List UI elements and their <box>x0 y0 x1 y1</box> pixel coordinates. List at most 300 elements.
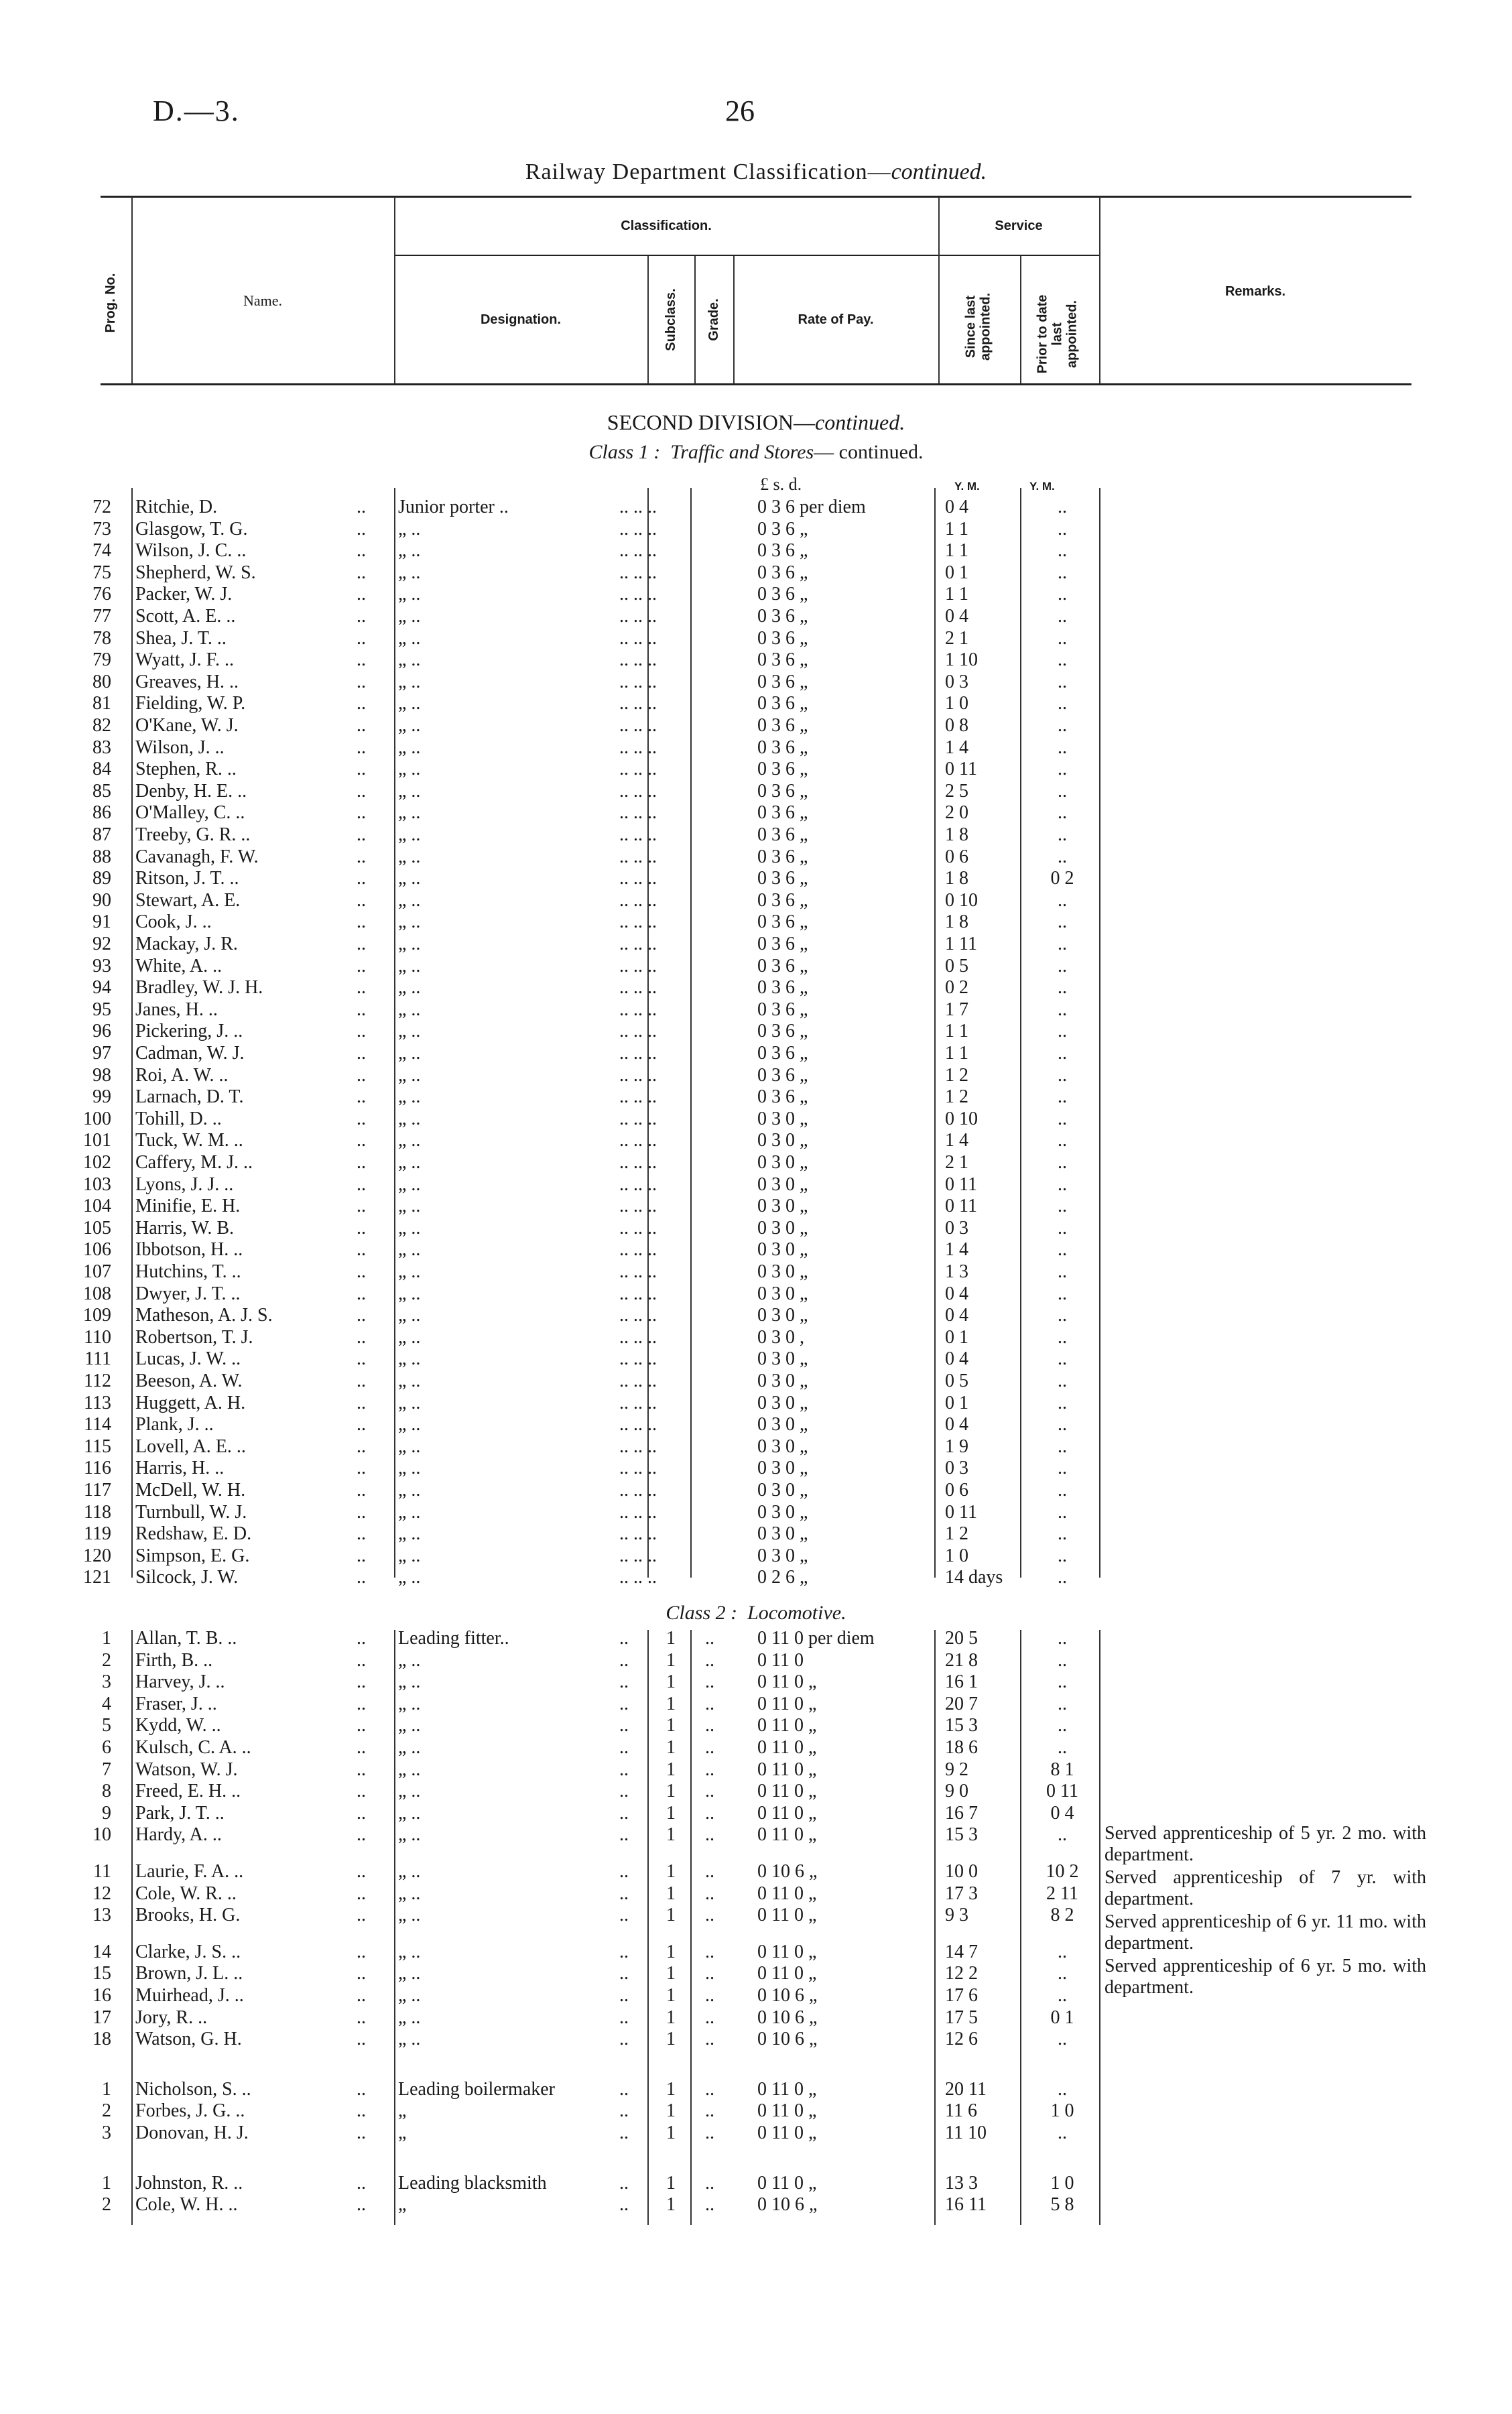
leader-dots: .. <box>357 2007 366 2028</box>
leader-dots: .. .. .. <box>619 1567 657 1588</box>
rate-of-pay: 0 3 0 „ <box>757 1173 808 1195</box>
employee-name: Bradley, W. J. H. <box>135 977 263 999</box>
leader-dots: .. <box>357 1371 366 1391</box>
leader-dots: .. .. .. <box>619 1523 657 1545</box>
since-header-text: Since last appointed. <box>963 292 993 361</box>
service-prior: .. <box>1058 1196 1067 1217</box>
employee-name: McDell, W. H. <box>135 1480 246 1501</box>
leader-dots: .. <box>357 715 366 736</box>
leader-dots: .. <box>619 1759 629 1780</box>
employee-name: Wilson, J. .. <box>135 737 225 758</box>
table-row <box>0 627 1512 649</box>
grade: .. <box>705 2100 714 2122</box>
table-row <box>0 737 1512 759</box>
service-prior: 8 2 <box>1050 1905 1074 1926</box>
service-since: 14 days <box>945 1567 1003 1588</box>
service-prior: .. <box>1058 1043 1067 1064</box>
grade: .. <box>705 1781 714 1802</box>
designation: „ .. <box>398 1567 421 1588</box>
designation: „ .. <box>398 1861 421 1882</box>
rate-of-pay: 0 11 0 „ <box>757 1781 817 1802</box>
service-prior: .. <box>1058 846 1067 867</box>
service-since: 0 1 <box>945 1392 968 1413</box>
prog-no: 72 <box>92 497 111 517</box>
service-prior: .. <box>1058 824 1067 845</box>
rate-of-pay: 0 3 6 „ <box>757 693 808 714</box>
leader-dots: .. .. .. <box>619 759 657 780</box>
employee-name: Lyons, J. J. .. <box>135 1173 234 1195</box>
service-prior: .. <box>1058 1239 1067 1261</box>
leader-dots: .. <box>357 759 366 780</box>
designation: „ .. <box>398 1436 421 1457</box>
prog-no: 17 <box>92 2007 111 2028</box>
service-prior: .. <box>1058 627 1067 649</box>
table-row <box>0 1714 1512 1736</box>
employee-name: Cole, W. R. .. <box>135 1883 237 1904</box>
leader-dots: .. <box>357 1436 366 1457</box>
grade: .. <box>705 2007 714 2028</box>
prog-no: 99 <box>92 1086 111 1108</box>
designation: „ .. <box>398 1217 421 1238</box>
table-row <box>0 496 1512 518</box>
service-prior: .. <box>1058 693 1067 714</box>
table-row <box>0 889 1512 911</box>
service-prior: .. <box>1058 889 1067 911</box>
service-prior: .. <box>1058 1217 1067 1238</box>
designation: „ .. <box>398 1152 421 1173</box>
table-row <box>0 1413 1512 1436</box>
subclass: 1 <box>666 2100 676 2122</box>
employee-name: Laurie, F. A. .. <box>135 1861 244 1882</box>
service-since: 14 7 <box>945 1941 978 1962</box>
table-row <box>0 955 1512 977</box>
rate-of-pay: 0 3 0 „ <box>757 1458 808 1479</box>
rate-of-pay: 0 3 0 „ <box>757 1371 808 1391</box>
designation: „ .. <box>398 1305 421 1326</box>
subclass: 1 <box>666 1693 676 1714</box>
prog-no: 112 <box>84 1371 111 1391</box>
service-since: 1 9 <box>945 1436 968 1457</box>
service-prior: .. <box>1058 2029 1067 2050</box>
prog-no: 14 <box>92 1941 111 1962</box>
service-since: 1 7 <box>945 999 968 1020</box>
subclass: 1 <box>666 2122 676 2143</box>
employee-name: Glasgow, T. G. <box>135 518 248 539</box>
rate-of-pay: 0 3 0 „ <box>757 1283 808 1304</box>
service-since: 0 3 <box>945 671 968 692</box>
service-prior: .. <box>1058 2078 1067 2100</box>
employee-name: Wyatt, J. F. .. <box>135 649 234 671</box>
rate-of-pay: 0 3 6 „ <box>757 518 808 539</box>
prog-no-header: Prog. No. <box>103 273 118 333</box>
employee-name: Caffery, M. J. .. <box>135 1152 253 1173</box>
subclass: 1 <box>666 2194 676 2216</box>
rate-of-pay: 0 11 0 „ <box>757 1883 817 1904</box>
designation: „ <box>398 2194 407 2216</box>
rate-of-pay: 0 10 6 „ <box>757 1985 818 2006</box>
prog-no: 8 <box>102 1781 111 1802</box>
prog-no: 81 <box>92 693 111 714</box>
service-prior: .. <box>1058 562 1067 583</box>
designation: „ .. <box>398 518 421 539</box>
subclass: 1 <box>666 1963 676 1984</box>
prog-no: 3 <box>102 2122 111 2143</box>
service-prior: .. <box>1058 737 1067 758</box>
rate-of-pay: 0 3 6 „ <box>757 540 808 562</box>
service-prior: .. <box>1058 1152 1067 1173</box>
table-row <box>0 649 1512 671</box>
service-since: 0 4 <box>945 1283 968 1304</box>
prog-no: 83 <box>92 737 111 758</box>
service-since: 20 11 <box>945 2078 987 2100</box>
leader-dots: .. <box>357 1326 366 1348</box>
page-title <box>0 160 1512 185</box>
leader-dots: .. <box>619 1802 629 1824</box>
service-since: 0 4 <box>945 497 968 517</box>
leader-dots: .. <box>357 1693 366 1714</box>
leader-dots: .. <box>357 1217 366 1238</box>
leader-dots: .. <box>357 693 366 714</box>
subclass: 1 <box>666 2007 676 2028</box>
leader-dots: .. <box>357 1196 366 1217</box>
prog-no: 113 <box>84 1392 111 1413</box>
service-since: 0 5 <box>945 955 968 976</box>
rate-of-pay: 0 3 6 „ <box>757 889 808 911</box>
service-since: 1 4 <box>945 737 968 758</box>
leader-dots: .. .. .. <box>619 627 657 649</box>
designation: „ <box>398 2100 407 2122</box>
rate-of-pay: 0 3 0 „ <box>757 1239 808 1261</box>
rate-of-pay: 0 3 0 „ <box>757 1196 808 1217</box>
leader-dots: .. <box>357 999 366 1020</box>
prog-no: 84 <box>92 759 111 780</box>
leader-dots: .. <box>357 1545 366 1566</box>
leader-dots: .. <box>357 802 366 824</box>
table-row <box>0 1173 1512 1196</box>
service-since: 0 11 <box>945 1173 977 1195</box>
grade: .. <box>705 2172 714 2194</box>
rate-of-pay: 0 3 6 „ <box>757 934 808 954</box>
header-bottom-rule <box>101 383 1411 385</box>
service-since: 13 3 <box>945 2172 978 2194</box>
table-row <box>0 1304 1512 1326</box>
table-row <box>0 1479 1512 1501</box>
service-prior: .. <box>1058 1824 1067 1846</box>
service-prior: .. <box>1058 780 1067 802</box>
rate-of-pay: 0 3 6 „ <box>757 780 808 802</box>
prog-no: 106 <box>83 1239 111 1261</box>
table-row <box>0 1129 1512 1151</box>
employee-name: Ritson, J. T. .. <box>135 868 239 889</box>
designation: „ <box>398 2122 407 2143</box>
employee-name: O'Malley, C. .. <box>135 802 245 824</box>
subclass: 1 <box>666 1715 676 1736</box>
rate-of-pay: 0 3 6 „ <box>757 911 808 933</box>
table-row <box>0 780 1512 802</box>
service-since: 11 10 <box>945 2122 987 2143</box>
leader-dots: .. <box>357 606 366 627</box>
service-prior: .. <box>1058 1523 1067 1545</box>
subclass: 1 <box>666 1802 676 1824</box>
leader-dots: .. .. .. <box>619 1348 657 1370</box>
leader-dots: .. .. .. <box>619 737 657 758</box>
service-prior: 8 1 <box>1050 1759 1074 1780</box>
employee-name: Shea, J. T. .. <box>135 627 227 649</box>
service-since: 0 4 <box>945 1348 968 1370</box>
grade: .. <box>705 1963 714 1984</box>
service-prior: .. <box>1058 1436 1067 1457</box>
service-since: 2 1 <box>945 1152 968 1173</box>
prog-no: 107 <box>83 1261 111 1282</box>
table-row <box>0 1326 1512 1348</box>
service-since: 1 1 <box>945 1043 968 1064</box>
prog-no: 7 <box>102 1759 111 1780</box>
table-row <box>0 2172 1512 2194</box>
service-since: 0 11 <box>945 1501 977 1523</box>
grade: .. <box>705 2122 714 2143</box>
rate-of-pay: 0 3 6 „ <box>757 1086 808 1108</box>
service-prior: .. <box>1058 649 1067 671</box>
leader-dots: .. .. .. <box>619 780 657 802</box>
leader-dots: .. <box>357 2194 366 2216</box>
leader-dots: .. .. .. <box>619 1326 657 1348</box>
leader-dots: .. .. .. <box>619 889 657 911</box>
remark-laurie: Served apprenticeship of 7 yr. with department. <box>1105 1867 1426 1909</box>
leader-dots: .. .. .. <box>619 977 657 999</box>
leader-dots: .. <box>357 824 366 845</box>
rate-of-pay: 0 10 6 „ <box>757 2194 818 2216</box>
designation: „ .. <box>398 1043 421 1064</box>
leader-dots: .. .. .. <box>619 671 657 692</box>
service-prior: .. <box>1058 1305 1067 1326</box>
division-name: SECOND DIVISION— <box>607 410 816 434</box>
leader-dots: .. .. .. <box>619 1021 657 1042</box>
designation: Leading blacksmith <box>398 2172 547 2194</box>
service-prior: .. <box>1058 518 1067 539</box>
class2-title: Locomotive. <box>747 1602 846 1624</box>
rate-of-pay: 0 11 0 per diem <box>757 1628 875 1649</box>
service-prior: .. <box>1058 1173 1067 1195</box>
table-row <box>0 1566 1512 1588</box>
designation: „ .. <box>398 1985 421 2006</box>
leader-dots: .. .. .. <box>619 1392 657 1413</box>
employee-name: Scott, A. E. .. <box>135 606 236 627</box>
designation: Leading fitter.. <box>398 1628 509 1649</box>
leader-dots: .. .. .. <box>619 1064 657 1086</box>
service-prior: 0 2 <box>1050 868 1074 889</box>
prog-no: 5 <box>102 1715 111 1736</box>
service-prior: .. <box>1058 1985 1067 2006</box>
designation: „ .. <box>398 1021 421 1042</box>
leader-dots: .. <box>357 540 366 562</box>
service-since: 12 6 <box>945 2029 978 2050</box>
prog-no: 80 <box>92 671 111 692</box>
employee-name: Minifie, E. H. <box>135 1196 241 1217</box>
service-prior: 0 1 <box>1050 2007 1074 2028</box>
service-prior: .. <box>1058 1086 1067 1108</box>
rate-of-pay: 0 3 0 „ <box>757 1261 808 1282</box>
service-since: 18 6 <box>945 1737 978 1758</box>
service-since: 0 4 <box>945 606 968 627</box>
designation: „ .. <box>398 1392 421 1413</box>
designation: „ .. <box>398 955 421 976</box>
leader-dots: .. <box>619 1628 629 1649</box>
table-row <box>0 539 1512 562</box>
service-prior: .. <box>1058 1963 1067 1984</box>
service-prior: .. <box>1058 1567 1067 1588</box>
service-prior: .. <box>1058 999 1067 1020</box>
service-since: 17 3 <box>945 1883 978 1904</box>
leader-dots: .. <box>357 737 366 758</box>
table-row <box>0 1042 1512 1064</box>
employee-name: Brooks, H. G. <box>135 1905 241 1926</box>
service-since: 9 2 <box>945 1759 968 1780</box>
service-since: 0 5 <box>945 1371 968 1391</box>
designation: „ .. <box>398 1545 421 1566</box>
rate-header: Rate of Pay. <box>798 312 874 327</box>
employee-name: Plank, J. .. <box>135 1414 214 1436</box>
employee-name: Ritchie, D. <box>135 497 218 517</box>
service-since: 10 0 <box>945 1861 978 1882</box>
leader-dots: .. <box>619 2007 629 2028</box>
service-since: 9 3 <box>945 1905 968 1926</box>
prog-no: 111 <box>84 1348 111 1370</box>
rate-of-pay: 0 3 0 „ <box>757 1436 808 1457</box>
leader-dots: .. <box>357 518 366 539</box>
prog-no: 121 <box>83 1567 111 1588</box>
table-row <box>0 824 1512 846</box>
leader-dots: .. <box>357 1414 366 1436</box>
employee-name: Kydd, W. .. <box>135 1715 221 1736</box>
employee-name: Brown, J. L. .. <box>135 1963 243 1984</box>
since-units: Y. M. <box>954 480 980 493</box>
leader-dots: .. <box>619 1985 629 2006</box>
table-row <box>0 2007 1512 2029</box>
employee-name: Simpson, E. G. <box>135 1545 250 1566</box>
leader-dots: .. .. .. <box>619 1480 657 1501</box>
employee-name: Watson, W. J. <box>135 1759 238 1780</box>
leader-dots: .. .. .. <box>619 1283 657 1304</box>
service-prior: .. <box>1058 1283 1067 1304</box>
table-row <box>0 758 1512 780</box>
rate-of-pay: 0 3 6 „ <box>757 671 808 692</box>
service-since: 1 8 <box>945 824 968 845</box>
table-row <box>0 1736 1512 1759</box>
grade: .. <box>705 1671 714 1693</box>
employee-name: Dwyer, J. T. .. <box>135 1283 241 1304</box>
employee-name: Jory, R. .. <box>135 2007 208 2028</box>
designation: „ .. <box>398 1458 421 1479</box>
designation: „ .. <box>398 649 421 671</box>
service-since: 1 2 <box>945 1064 968 1086</box>
leader-dots: .. .. .. <box>619 649 657 671</box>
leader-dots: .. <box>357 1883 366 1904</box>
rate-of-pay: 0 11 0 „ <box>757 2100 817 2122</box>
employee-name: Cadman, W. J. <box>135 1043 245 1064</box>
leader-dots: .. <box>619 1883 629 1904</box>
service-since: 1 11 <box>945 934 977 954</box>
subclass: 1 <box>666 2029 676 2050</box>
rate-of-pay: 0 10 6 „ <box>757 1861 818 1882</box>
leader-dots: .. <box>357 1963 366 1984</box>
table-row <box>0 1283 1512 1305</box>
table-row <box>0 2100 1512 2122</box>
table-row <box>0 1759 1512 1781</box>
table-row <box>0 999 1512 1021</box>
leader-dots: .. <box>357 1392 366 1413</box>
prog-no: 82 <box>92 715 111 736</box>
employee-name: Beeson, A. W. <box>135 1371 243 1391</box>
designation: „ .. <box>398 1480 421 1501</box>
rate-of-pay: 0 3 0 „ <box>757 1348 808 1370</box>
table-row <box>0 2194 1512 2216</box>
table-row <box>0 976 1512 999</box>
leader-dots: .. <box>357 497 366 517</box>
rate-of-pay: 0 3 6 „ <box>757 562 808 583</box>
prog-no: 75 <box>92 562 111 583</box>
employee-name: Johnston, R. .. <box>135 2172 243 2194</box>
leader-dots: .. <box>357 1239 366 1261</box>
designation: „ .. <box>398 1283 421 1304</box>
rate-of-pay: 0 3 0 „ <box>757 1414 808 1436</box>
leader-dots: .. <box>357 2029 366 2050</box>
col-divider <box>1020 256 1021 383</box>
table-row <box>0 1392 1512 1414</box>
designation: „ .. <box>398 1737 421 1758</box>
grade: .. <box>705 2078 714 2100</box>
name-header: Name. <box>243 292 283 309</box>
table-row <box>0 1348 1512 1370</box>
rate-of-pay: 0 3 0 „ <box>757 1392 808 1413</box>
subclass: 1 <box>666 1883 676 1904</box>
table-row <box>0 1108 1512 1130</box>
leader-dots: .. <box>619 1715 629 1736</box>
service-since: 11 6 <box>945 2100 977 2122</box>
leader-dots: .. <box>357 934 366 954</box>
leader-dots: .. <box>357 649 366 671</box>
rate-of-pay: 0 11 0 „ <box>757 1759 817 1780</box>
page-number: 26 <box>725 94 755 127</box>
service-prior: .. <box>1058 1693 1067 1714</box>
prog-no: 103 <box>83 1173 111 1195</box>
division-heading <box>0 410 1512 435</box>
service-since: 17 6 <box>945 1985 978 2006</box>
service-since: 1 1 <box>945 540 968 562</box>
prog-no: 114 <box>84 1414 111 1436</box>
employee-name: Lovell, A. E. .. <box>135 1436 246 1457</box>
leader-dots: .. .. .. <box>619 1305 657 1326</box>
rate-of-pay: 0 3 6 „ <box>757 715 808 736</box>
employee-name: Fraser, J. .. <box>135 1693 217 1714</box>
prog-no: 1 <box>102 1628 111 1649</box>
designation: „ .. <box>398 1371 421 1391</box>
service-prior: .. <box>1058 1545 1067 1566</box>
designation: „ .. <box>398 1671 421 1693</box>
leader-dots: .. <box>357 1086 366 1108</box>
leader-dots: .. .. .. <box>619 846 657 867</box>
table-row <box>0 1436 1512 1458</box>
service-since: 1 0 <box>945 693 968 714</box>
prior-header <box>1035 288 1080 381</box>
leader-dots: .. <box>619 2122 629 2143</box>
rate-of-pay: 0 3 6 „ <box>757 955 808 976</box>
service-since: 0 2 <box>945 977 968 999</box>
service-since: 0 6 <box>945 846 968 867</box>
service-prior: 2 11 <box>1046 1883 1078 1904</box>
designation: „ .. <box>398 1108 421 1129</box>
leader-dots: .. <box>357 1108 366 1129</box>
employee-name: Clarke, J. S. .. <box>135 1941 241 1962</box>
